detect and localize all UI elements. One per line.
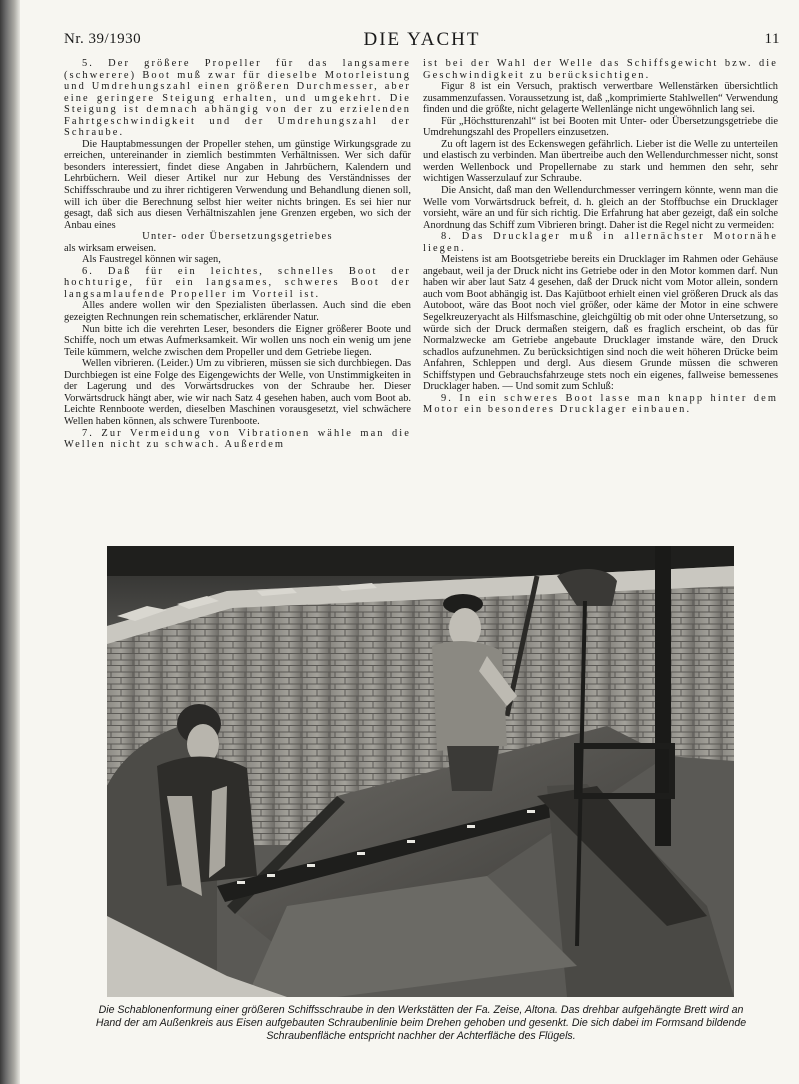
paragraph: Nun bitte ich die verehrten Leser, besonders die Eigner größerer Boote und Schiffe, noch um etwas Aufmerksamkeit. Wir wollen uns noch ein wenig um jene Teile kümmern, welche zwischen dem Propeller und dem Getriebe liegen. xyxy=(64,323,411,358)
paragraph: Meistens ist am Bootsgetriebe bereits ein Drucklager im Rahmen oder Gehäuse angebaut, weil ja der Druck nicht ins Getriebe oder in den Motor kommen darf. Nun haben wir aber laut Satz 4 gesehen, daß der Druck nicht vom Motor allein, sondern auch vom Boot abhängig ist. Das Kajütboot erhielt einen viel größeren Druck als das Autoboot, wäre das Boot noch viel größer, oder käme der Motor in eine schwere Segelkreuzeryacht als Hilfsmaschine, gleichgültig ob mit oder ohne Untersetzung, so würde sich der Druck dermaßen steigern, daß es fraglich erscheint, ob das für Normalzwecke am Getriebe angebaute Drucklager imstande wäre, den Druck schadlos aufzunehmen. Zu berücksichtigen sind noch die weit höheren Drücke beim Anfahren, Schleppen und dergl. Aus diesem Grunde müssen die schweren Schiffstypen und Gebrauchsfahrzeuge stets noch ein eigenes, fallweise bemessenes Drucklager haben. — Und somit zum Schluß: xyxy=(423,254,778,393)
paragraph: Für „Höchstturenzahl“ ist bei Booten mit Unter- oder Übersetzungsgetriebe die Umdrehungszahl des Propellers einzusetzen. xyxy=(423,115,778,139)
propeller-mold-photo xyxy=(107,546,734,997)
paragraph: Wellen vibrieren. (Leider.) Um zu vibrieren, müssen sie sich durchbiegen. Das Durchbiegen ist eine Folge des Eigengewichts der Welle, von Unstimmigkeiten in der Lagerung und des Vorwärtsdruckes von der Schraube her. Dieser Vorwärtsdruck hängt aber, wie wir nach Satz 4 gesehen haben, auch vom Boot ab. Leichte Rennboote werden, dieselben Maschinen vorausgesetzt, viel schwächere Wellen haben können, als schwere Turenboote. xyxy=(64,358,411,427)
centered-phrase: Unter- oder Übersetzungsgetriebes xyxy=(142,231,333,243)
page-spine-shadow xyxy=(0,0,20,1084)
paragraph: Die Ansicht, daß man den Wellendurchmesser verringern könnte, wenn man die Welle vom Vorwärtsdruck befreit, d. h. gleich an der Stoffbuchse ein Drucklager vorsieht, wäre an und für sich richtig. Die Erfahrung hat aber gezeigt, daß ein solche Anordnung das Schiff zum Vibrieren bringt. Daher ist die Regel nicht zu vermeiden: xyxy=(423,185,778,231)
paragraph: Zu oft lagern ist des Eckenswegen gefährlich. Lieber ist die Welle zu unterteilen und elastisch zu verbinden. Man übertreibe auch den Wellendurchmesser nicht, sonst werden Wellenbock und Propellernabe zu stark und hemmen den sehr, sehr wichtigen Wasserzulauf zur Schraube. xyxy=(423,138,778,185)
paragraph: Alles andere wollen wir den Spezialisten überlassen. Auch sind die eben gezeigten Rechnungen rein schematischer, erklärender Natur. xyxy=(64,300,411,324)
photo-caption: Die Schablonenformung einer größeren Schiffsschraube in den Werkstätten der Fa. Zeise, Altona. Das drehbar aufgehängte Brett wird an Hand der am Außenkreis aus Eisen aufgebauten Schraubenlinie beim Drehen gehoben und gesenkt. Die sich dabei im Formsand bildende Schraubenfläche entspricht nachher der Achterfläche des Flügels. xyxy=(95,1004,747,1043)
paragraph: als wirksam erweisen. xyxy=(64,242,157,254)
paragraph: Die Hauptabmessungen der Propeller stehen, um günstige Wirkungsgrade zu erreichen, untereinander in ziemlich bestimmten Verhältnissen. Wer sich dafür besonders interessiert, findet diese Angaben in Jahrbüchern, Kalendern und Lehrbüchern. Weil dieser Artikel nur zur Hebung des Verständnisses der Schiffsschraube und zu ihrer richtigeren Verwendung und Behandlung dienen soll, will ich über die Berechnung selbst hier weiter nichts bringen. Es sei hier nur gesagt, daß sich aus diesen Verhältniszahlen jene Grenzen ergeben, wo sich der Anbau eines xyxy=(64,138,411,231)
paragraph-rule-8: 8. Das Drucklager muß in allernächster Motornähe liegen. xyxy=(423,231,778,254)
page-number: 11 xyxy=(764,31,780,47)
paragraph-rule-6: 6. Daß für ein leichtes, schnelles Boot der hochturige, für ein langsames, schweres Boot der langsamlaufende Propeller im Vorteil ist. xyxy=(64,265,411,300)
right-text-column xyxy=(423,58,778,416)
page-header xyxy=(64,31,780,53)
paragraph: Als Faustregel können wir sagen, xyxy=(82,254,221,266)
left-text-column xyxy=(64,58,411,451)
issue-number: Nr. 39/1930 xyxy=(64,31,142,47)
paragraph-rule-9: 9. In ein schweres Boot lasse man knapp hinter dem Motor ein besonderes Drucklager einbauen. xyxy=(423,392,778,416)
paragraph-continued: ist bei der Wahl der Welle das Schiffsgewicht bzw. die Geschwindigkeit zu berücksichtigen. xyxy=(423,58,778,81)
workshop-photograph xyxy=(107,546,734,997)
paragraph-rule-7: 7. Zur Vermeidung von Vibrationen wähle man die Wellen nicht zu schwach. Außerdem xyxy=(64,427,411,451)
magazine-title: DIE YACHT xyxy=(363,29,481,50)
paragraph-rule-5: 5. Der größere Propeller für das langsamere (schwerere) Boot muß zwar für dieselbe Motorleistung und Umdrehungszahl einen größeren Durchmesser, aber eine geringere Steigung erhalten, und umgekehrt. Die Steigung ist demnach abhängig von der zu erzielenden Fahrtgeschwindigkeit und der Umdrehungszahl der Schraube. xyxy=(64,58,411,139)
paragraph: Figur 8 ist ein Versuch, praktisch verwertbare Wellenstärken übersichtlich zusammenzufassen. Voraussetzung ist, daß „komprimierte Stahlwellen“ Verwendung finden und die größte, nicht gelagerte Wellenlänge nicht ungewöhnlich lang sei. xyxy=(423,81,778,116)
